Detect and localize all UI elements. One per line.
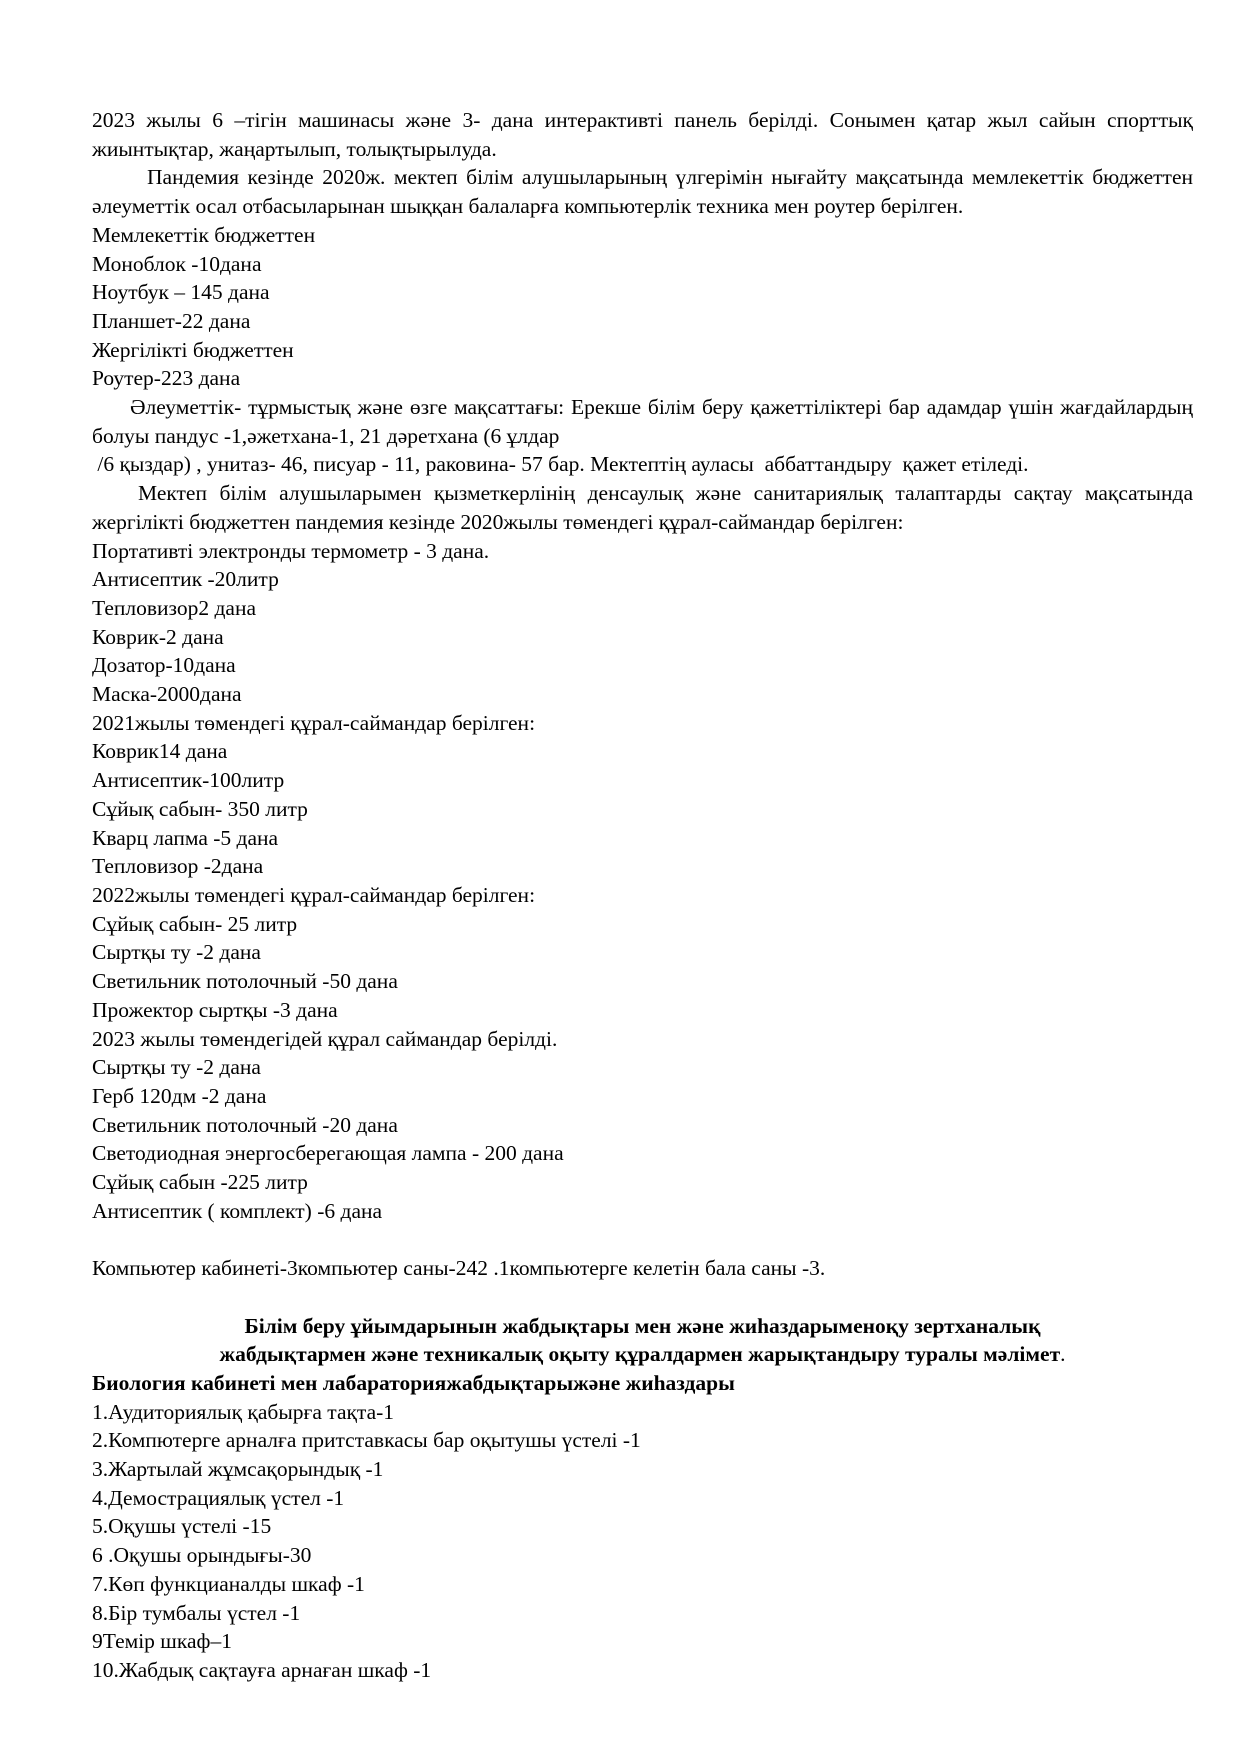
list-item: Герб 120дм -2 дана — [92, 1083, 267, 1108]
list-item: Роутер-223 дана — [92, 366, 241, 391]
biology-subheading: Биология кабинеті мен лабараторияжабдықтарыжәне жиһаздары — [92, 1370, 735, 1395]
list-item: 3.Жартылай жұмсақорындық -1 — [92, 1457, 384, 1482]
list-item: Сыртқы ту -2 дана — [92, 940, 261, 965]
spacer — [92, 1225, 1193, 1254]
list-item: Сұйық сабын- 25 литр — [92, 911, 298, 936]
list-item: 2.Компютерге арналға притставкасы бар оқытушы үстелі -1 — [92, 1428, 641, 1453]
list-item: Сұйық сабын -225 литр — [92, 1170, 308, 1195]
list-item: Дозатор-10дана — [92, 653, 236, 678]
list-item: 9Темір шкаф–1 — [92, 1629, 232, 1654]
state-budget-title: Мемлекеттік бюджеттен — [92, 222, 316, 247]
list-item: Антисептик ( комплект) -6 дана — [92, 1198, 383, 1223]
equipment-heading-line-1: Білім беру ұйымдарынын жабдықтары мен және жиһаздарыменоқу зертханалық — [244, 1313, 1041, 1338]
list-item: Портативті электронды термометр - 3 дана. — [92, 538, 490, 563]
list-item: Прожектор сыртқы -3 дана — [92, 997, 338, 1022]
list-item: Маска-2000дана — [92, 682, 242, 707]
local-budget-title: Жергілікті бюджеттен — [92, 337, 294, 362]
list-item: Светильник потолочный -50 дана — [92, 969, 398, 994]
equipment-heading-line-2 — [92, 1340, 1193, 1369]
list-item: Антисептик -20литр — [92, 567, 279, 592]
computer-room-line: Компьютер кабинеті-3компьютер саны-242 .1компьютерге келетін бала саны -3. — [92, 1256, 826, 1281]
year-2022-title: 2022жылы төмендегі құрал-саймандар берілген: — [92, 882, 536, 907]
list-item: Сұйық сабын- 350 литр — [92, 796, 308, 821]
list-item: 7.Көп функцианалды шкаф -1 — [92, 1571, 365, 1596]
list-item: 6 .Оқушы орындығы-30 — [92, 1543, 312, 1568]
social-line-1: Әлеуметтік- тұрмыстық және өзге мақсаттағы: Ерекше білім беру қажеттіліктері бар адамдар үшін жағдайлардың болуы пандус -1,әжетхана-1, 21 дәретхана (6 ұлдар — [92, 395, 1193, 448]
spacer — [92, 1283, 1193, 1312]
list-item: 10.Жабдық сақтауға арнаған шкаф -1 — [92, 1657, 432, 1682]
list-item: Кварц лапма -5 дана — [92, 825, 279, 850]
list-item: Коврик-2 дана — [92, 624, 224, 649]
list-item: 5.Оқушы үстелі -15 — [92, 1514, 272, 1539]
document-page — [92, 106, 1193, 1685]
pandemic-paragraph: Пандемия кезінде 2020ж. мектеп білім алушыларының үлгерімін нығайту мақсатында мемлекеттік бюджеттен әлеуметтік осал отбасыларынан шыққан балаларға компьютерлік техника мен роутер берілген. — [92, 165, 1193, 219]
social-paragraph — [92, 393, 1193, 450]
list-item: Антисептик-100литр — [92, 768, 285, 793]
equipment-heading-text: жабдықтармен және техникалық оқыту құралдармен жарықтандыру туралы мәлімет — [219, 1342, 1061, 1367]
list-item: Светильник потолочный -20 дана — [92, 1112, 398, 1137]
year-2021-title: 2021жылы төмендегі құрал-саймандар берілген: — [92, 710, 536, 735]
list-item: 8.Бір тумбалы үстел -1 — [92, 1600, 301, 1625]
list-item: Моноблок -10дана — [92, 251, 262, 276]
heading-dot: . — [1060, 1342, 1066, 1367]
list-item: Коврик14 дана — [92, 739, 228, 764]
list-item: 1.Аудиториялық қабырға тақта-1 — [92, 1399, 395, 1424]
social-line-2: /6 қыздар) , унитаз- 46, писуар - 11, раковина- 57 бар. Мектептің ауласы аббаттандыру қажет етіледі. — [92, 452, 1029, 477]
list-item: Тепловизор2 дана — [92, 595, 257, 620]
health-paragraph: Мектеп білім алушыларымен қызметкерлінің денсаулық және санитариялық талаптарды сақтау мақсатында жергілікті бюджеттен пандемия кезінде 2020жылы төмендегі құрал-саймандар берілген: — [92, 481, 1193, 534]
list-item: Светодиодная энергосберегающая лампа - 200 дана — [92, 1141, 564, 1166]
list-item: Тепловизор -2дана — [92, 854, 264, 879]
list-item: Ноутбук – 145 дана — [92, 280, 270, 305]
list-item: Планшет-22 дана — [92, 308, 251, 333]
intro-paragraph: 2023 жылы 6 –тігін машинасы және 3- дана интерактивті панель берілді. Сонымен қатар жыл сайын спорттық жиынтықтар, жаңартылып, толықтырылуда. — [92, 108, 1193, 161]
list-item: Сыртқы ту -2 дана — [92, 1055, 261, 1080]
list-item: 4.Демострациялық үстел -1 — [92, 1485, 345, 1510]
year-2023-title: 2023 жылы төмендегідей құрал саймандар берілді. — [92, 1026, 558, 1051]
